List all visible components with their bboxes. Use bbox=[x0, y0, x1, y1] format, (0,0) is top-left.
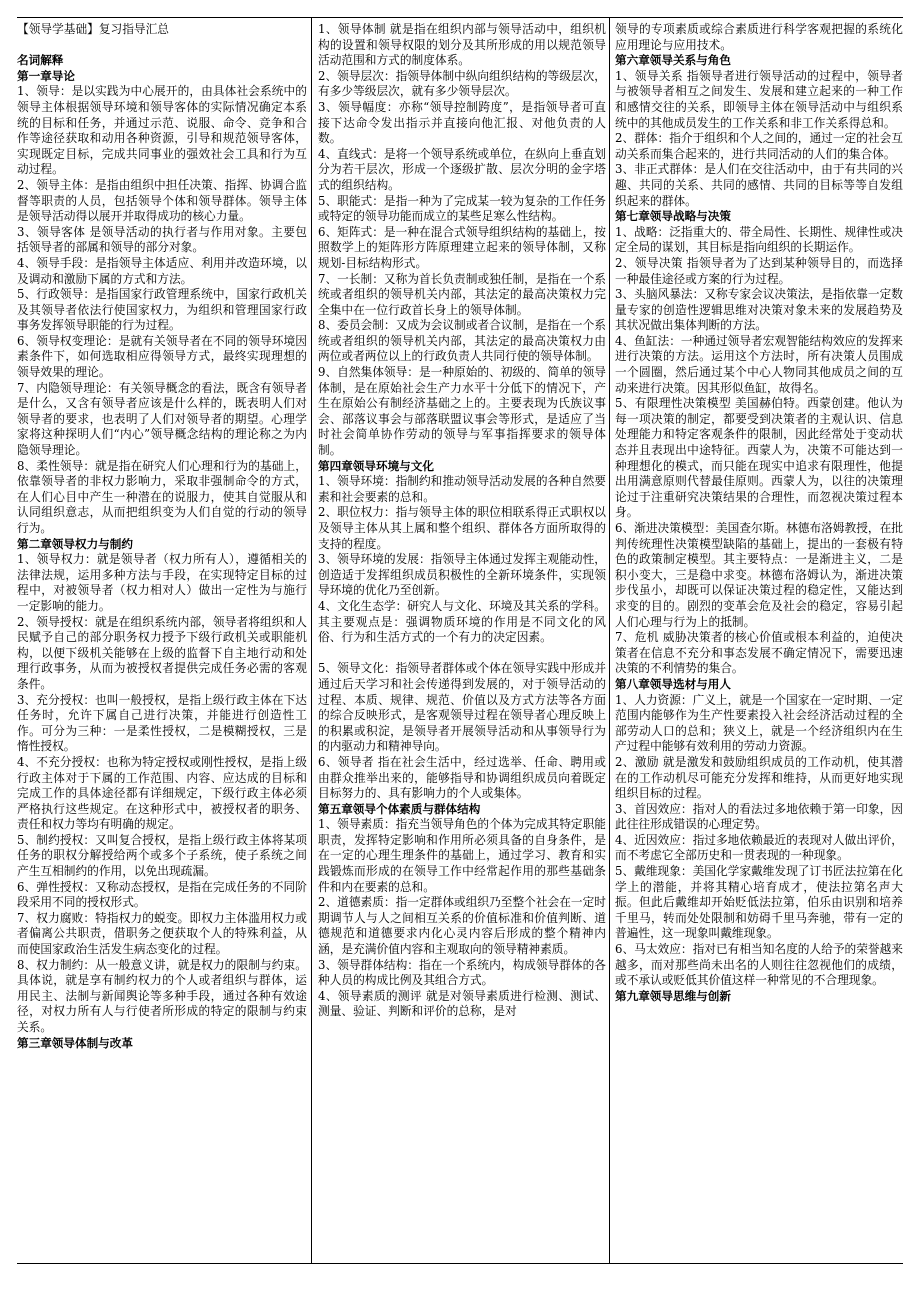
column-3 bbox=[615, 22, 903, 1262]
column-1 bbox=[17, 22, 307, 1262]
term-definition: 6、马太效应：指对已有相当知名度的人给予的荣誉越来越多，而对那些尚未出名的人则往往忽视他们的成绩，或不承认或贬低其价值这样一种常见的不合理现象。 bbox=[615, 942, 903, 988]
term-definition: 7、内隐领导理论：有关领导概念的看法，既含有领导者是什么，又含有领导者应该是什么样的，既表明人们对领导者的要求，也表明了人们对领导者的期望。心理学家将这种探明人们“内心”领导概念结构的理论称之为内隐领导理论。 bbox=[17, 380, 307, 458]
term-definition: 5、领导文化：指领导者群体或个体在领导实践中形成并通过后天学习和社会传递得到发展的，对于领导活动的过程、本质、规律、规范、价值以及方式方法等各方面的综合反映形式，是客观领导过程在领导者心理反映上的积累或积淀，是领导者开展领导活动和从事领导行为的内驱动力和精神导向。 bbox=[318, 661, 606, 754]
bottom-rule bbox=[17, 1263, 903, 1264]
term-definition: 4、领导手段：是指领导主体适应、利用并改造环境，以及调动和激励下属的方式和方法。 bbox=[17, 255, 307, 286]
term-definition: 6、领导者 指在社会生活中，经过选举、任命、聘用或由群众推举出来的，能够指导和协调组织成员向着既定目标努力的、具有影响力的个人或集体。 bbox=[318, 754, 606, 801]
term-definition: 5、行政领导：是指国家行政管理系统中，国家行政机关及其领导者依法行使国家权力，为组织和管理国家行政事务发挥领导职能的行为过程。 bbox=[17, 287, 307, 333]
term-definition: 2、职位权力：指与领导主体的职位相联系得正式职权以及领导主体从其上属和整个组织、群体各方面所取得的支持的程度。 bbox=[318, 505, 606, 551]
term-definition: 3、领导客体 是领导活动的执行者与作用对象。主要包括领导者的部属和领导的部分对象。 bbox=[17, 224, 307, 255]
term-definition: 3、非正式群体：是人们在交往活动中，由于有共同的兴趣、共同的关系、共同的感情、共同的目标等等自发组织起来的群体。 bbox=[615, 162, 903, 208]
chapter-heading: 第六章领导关系与角色 bbox=[615, 53, 731, 68]
term-definition: 7、一长制：又称为首长负责制或独任制，是指在一个系统或者组织的领导机关内部，其法定的最高决策权力完全集中在一位行政首长身上的领导体制。 bbox=[318, 271, 606, 317]
term-definition: 6、领导权变理论：是就有关领导者在不同的领导环境因素条件下，如何选取相应得领导方式，最终实现理想的领导效果的理论。 bbox=[17, 333, 307, 380]
term-definition: 1、战略：泛指重大的、带全局性、长期性、规律性或决定全局的谋划，其目标是指向组织的长期运作。 bbox=[615, 224, 903, 255]
chapter-heading: 第一章导论 bbox=[17, 68, 75, 83]
term-definition: 2、领导层次：指领导体制中纵向组织结构的等级层次，有多少等级层次，就有多少领导层次。 bbox=[318, 68, 606, 99]
document-page bbox=[17, 18, 903, 1264]
term-definition: 8、柔性领导：就是指在研究人们心理和行为的基础上，依靠领导者的非权力影响力，采取非强制命令的方式，在人们心目中产生一种潜在的说服力，使其自觉服从和认同组织意志，从而把组织变为人们自觉的行动的领导行为。 bbox=[17, 458, 307, 535]
term-definition: 3、充分授权：也叫一般授权，是指上级行政主体在下达任务时，允许下属自己进行决策，并能进行创造性工作。可分为三种：一是柔性授权，二是模糊授权，三是惰性授权。 bbox=[17, 692, 307, 754]
chapter-heading: 第五章领导个体素质与群体结构 bbox=[318, 801, 481, 816]
document-title: 【领导学基础】复习指导汇总 bbox=[17, 22, 169, 36]
term-definition: 4、鱼缸法：一种通过领导者宏观智能结构效应的发挥来进行决策的方法。运用这个方法时，所有决策人员围成一个圆圈，然后通过某个中心人物同其他成员之间的互动来进行决策。因其形似鱼缸，故得名。 bbox=[615, 333, 903, 395]
term-definition: 1、人力资源：广义上，就是一个国家在一定时期、一定范围内能够作为生产性要素投入社会经济活动过程的全部劳动人口的总和；狭义上，就是一个经济组织内在生产过程中能够有效利用的劳动力资源。 bbox=[615, 692, 903, 754]
term-definition: 3、领导环境的发展：指领导主体通过发挥主观能动性，创造适于发挥组织成员积极性的全新环境条件，实现领导环境的优化乃至创新。 bbox=[318, 552, 606, 598]
term-definition: 2、领导授权：就是在组织系统内部，领导者将组织和人民赋予自己的部分职务权力授予下级行政机关或职能机构，以便下级机关能够在上级的监督下自主地行动和处理行政事务，从而为被授权者提供完成任务必需的客观条件。 bbox=[17, 614, 307, 691]
term-definition: 8、权力制约：从一般意义讲，就是权力的限制与约束。具体说，就是享有制约权力的个人或者组织与群体，运用民主、法制与新闻舆论等多种手段，通过各种有效途径，对权力所有人与行使者所形成的特定的限制与约束关系。 bbox=[17, 957, 307, 1034]
term-definition: 5、戴维现象：美国化学家戴维发现了订书匠法拉第在化学上的潜能，并将其精心培育成才，使法拉第名声大振。但此后戴维却开始贬低法拉第，伯乐由识别和培养千里马，转而处处限制和妨碍千里马奔驰，带有一定的普遍性，这一现象叫戴维现象。 bbox=[615, 864, 903, 941]
term-definition: 1、领导：是以实践为中心展开的，由具体社会系统中的领导主体根据领导环境和领导客体的实际情况确定本系统的目标和任务，并通过示范、说服、命令、竞争和合作等途径获取和动用各种资源，引导和规范领导客体，实现既定目标，完成共同事业的强效社会工具和行为互动过程。 bbox=[17, 84, 307, 177]
term-definition: 3、头脑风暴法：又称专家会议决策法，是指依靠一定数量专家的创造性逻辑思维对决策对象未来的发展趋势及其状况做出集体判断的方法。 bbox=[615, 287, 903, 333]
term-definition: 2、激励 就是激发和鼓励组织成员的工作动机，使其潜在的工作动机尽可能充分发挥和维持，从而更好地实现组织目标的过程。 bbox=[615, 754, 903, 801]
column-3-body bbox=[615, 22, 903, 1004]
chapter-heading: 第四章领导环境与文化 bbox=[318, 458, 434, 473]
column-2 bbox=[318, 22, 606, 1262]
term-definition: 7、权力腐败：特指权力的蜕变。即权力主体滥用权力或者偏离公共职责，借职务之便获取个人的特殊利益，从而使国家政治生活发生病态变化的过程。 bbox=[17, 910, 307, 957]
term-definition: 3、首因效应：指对人的看法过多地依赖于第一印象，因此往往形成错误的心理定势。 bbox=[615, 801, 903, 832]
chapter-heading: 第九章领导思维与创新 bbox=[615, 988, 731, 1003]
term-definition: 4、近因效应：指过多地依赖最近的表现对人做出评价，而不考虑它全部历史和一贯表现的一种现象。 bbox=[615, 832, 903, 863]
term-definition: 3、领导群体结构：指在一个系统内，构成领导群体的各种人员的构成比例及其组合方式。 bbox=[318, 957, 606, 988]
paragraph-gap bbox=[318, 646, 606, 662]
chapter-heading: 第八章领导选材与用人 bbox=[615, 676, 731, 691]
term-definition: 1、领导关系 指领导者进行领导活动的过程中，领导者与被领导者相互之间发生、发展和建立起来的一种工作和感情交往的关系，即领导主体在领导活动中与组织系统中的其他成员发生的工作关系和非工作关系得总和。 bbox=[615, 68, 903, 130]
term-definition: 5、职能式：是指一种为了完成某一较为复杂的工作任务或特定的领导功能而成立的某些足寒么性结构。 bbox=[318, 193, 606, 224]
term-definition: 2、领导决策 指领导者为了达到某种领导目的，而选择一种最佳途径或方案的行为过程。 bbox=[615, 255, 903, 286]
term-definition: 5、制约授权：又叫复合授权，是指上级行政主体将某项任务的职权分解授给两个或多个子系统，使子系统之间产生互相制约的作用，以免出现疏漏。 bbox=[17, 832, 307, 879]
term-definition: 4、直线式：是将一个领导系统或单位，在纵向上垂直划分为若干层次，形成一个逐级扩散、层次分明的金字塔式的组织结构。 bbox=[318, 146, 606, 192]
term-definition: 1、领导环境：指制约和推动领导活动发展的各种自然要素和社会要素的总和。 bbox=[318, 474, 606, 504]
column-divider bbox=[311, 18, 312, 1264]
term-definition: 4、文化生态学：研究人与文化、环境及其关系的学科。其主要观点是：强调物质环境的作用是不同文化的风俗、行为和生活方式的一个有力的决定因素。 bbox=[318, 598, 606, 645]
term-definition: 2、领导主体：是指由组织中担任决策、指挥、协调合监督等职责的人员，包括领导个体和领导群体。领导主体是领导活动得以展开并取得成功的核心力量。 bbox=[17, 177, 307, 224]
term-definition: 9、自然集体领导：是一种原始的、初级的、简单的领导体制，是在原始社会生产力水平十分低下的情况下，产生在原始公有制经济基础之上的。主要表现为氏族议事会、部落议事会与部落联盟议事会等形式，是适应了当时社会简单协作劳动的领导与军事指挥要求的领导体制。 bbox=[318, 365, 606, 458]
term-definition: 领导的专项素质或综合素质进行科学客观把握的系统化应用理论与应用技术。 bbox=[615, 22, 903, 52]
term-definition: 5、有限理性决策模型 美国赫伯特。西蒙创建。他认为每一项决策的制定，都要受到决策者的主观认识、信息处理能力和特定客观条件的限制，因此经常处于变动状态并且表现出中途特征。西蒙人为，决策不可能达到一种理想化的模式，而只能在现实中追求有限理性，他提出用满意原则代替最佳原则。西蒙人为，以往的决策理论过于注重研究决策结果的合理性，而忽视决策过程本身。 bbox=[615, 396, 903, 520]
term-definition: 4、领导素质的测评 就是对领导素质进行检测、测试、测量、验证、判断和评价的总称，是对 bbox=[318, 988, 606, 1019]
term-definition: 1、领导素质：指充当领导角色的个体为完成其特定职能职责，发挥特定影响和作用所必须具备的自身条件，是在一定的心理生理条件的基础上，通过学习、教育和实践锻炼而形成的在领导工作中经常起作用的那些基础条件和内在要素的总和。 bbox=[318, 817, 606, 894]
term-definition: 7、危机 威胁决策者的核心价值或根本利益的，迫使决策者在信息不充分和事态发展不确定情况下，需要迅速决策的不利情势的集合。 bbox=[615, 630, 903, 676]
term-definition: 8、委员会制：又成为会议制或者合议制，是指在一个系统或者组织的领导机关内部，其法定的最高决策权力由两位或者两位以上的行政负责人共同行使的领导体制。 bbox=[318, 318, 606, 364]
term-definition: 3、领导幅度：亦称“领导控制跨度”，是指领导者可直接下达命令发出指示并直接向他汇报、对他负责的人数。 bbox=[318, 99, 606, 146]
term-definition: 1、领导权力：就是领导者（权力所有人），遵循相关的法律法规，运用多种方法与手段，在实现特定目标的过程中，对被领导者（权力相对人）做出一定性为与施行一定影响的能力。 bbox=[17, 552, 307, 613]
term-definition: 2、群体：指介于组织和个人之间的，通过一定的社会互动关系而集合起来的，进行共同活动的人们的集合体。 bbox=[615, 131, 903, 161]
term-definition: 6、弹性授权：又称动态授权，是指在完成任务的不同阶段采用不同的授权形式。 bbox=[17, 879, 307, 910]
column-2-body bbox=[318, 22, 606, 1020]
term-definition: 4、不充分授权：也称为特定授权或刚性授权，是指上级行政主体对于下属的工作范围、内容、应达成的目标和完成工作的具体途径都有详细规定，下级行政主体必须严格执行这些规定。在这种形式中，被授权者的职务、责任和权力等均有明确的规定。 bbox=[17, 754, 307, 832]
chapter-heading: 第三章领导体制与改革 bbox=[17, 1035, 133, 1050]
chapter-heading: 第七章领导战略与决策 bbox=[615, 209, 731, 224]
term-definition: 2、道德素质：指一定群体或组织乃至整个社会在一定时期调节人与人之间相互关系的价值标准和价值判断、道德规范和道德要求内化心灵内容后形成的整个精神内涵，是充满价值内容和主观取向的领导精神素质。 bbox=[318, 895, 606, 957]
term-definition: 6、渐进决策模型：美国查尔斯。林德布洛姆教授，在批判传统理性决策模型缺陷的基础上，提出的一套极有特色的政策制定模型。其主要特点：一是渐进主义，二是积小变大，三是稳中求变。林德布洛姆认为，渐进决策步伐虽小，却既可以保证决策过程的稳定性，又能达到求变的目的。剧烈的变革会危及社会的稳定，容易引起人们心理与行为上的抵制。 bbox=[615, 521, 903, 629]
term-definition: 1、领导体制 就是指在组织内部与领导活动中，组织机构的设置和领导权限的划分及其所形成的用以规范领导活动范围和方式的制度体系。 bbox=[318, 22, 606, 68]
section-heading: 名词解释 bbox=[17, 53, 64, 68]
column-1-body bbox=[17, 69, 307, 1051]
column-divider bbox=[609, 18, 610, 1264]
term-definition: 6、矩阵式：是一种在混合式领导组织结构的基础上，按照数学上的矩阵形方阵原理建立起来的领导体制，又称规划-目标结构形式。 bbox=[318, 224, 606, 270]
chapter-heading: 第二章领导权力与制约 bbox=[17, 536, 133, 551]
